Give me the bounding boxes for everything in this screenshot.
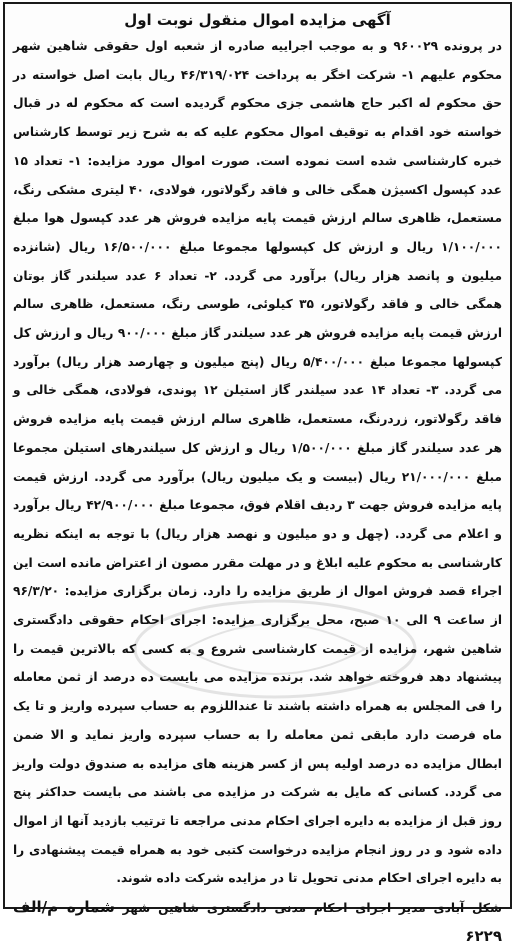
- notice-title: آگهی مزایده اموال منقول نوبت اول: [124, 11, 391, 29]
- notice-number: شماره م/الف ۶۲۲۹: [13, 898, 502, 946]
- notice-footer: [5, 893, 510, 951]
- notice-body: در پرونده ۹۶۰۰۲۹ و به موجب اجراییه صادره از شعبه اول حقوقی شاهین شهر محکوم علیهم ۱- شرکت اخگر به پرداخت ۴۶/۳۱۹/۰۲۴ ریال بابت اصل خواسته در حق محکوم له اکبر حاج هاشمی جزی محکوم گردیده است که محکوم له در قبال خواسته خود اقدام به توقیف اموال محکوم علیه که به شرح زیر توسط کارشناس خبره کارشناسی شده است نموده است. صورت اموال مورد مزایده: ۱- تعداد ۱۵ عدد کپسول اکسیژن همگی خالی و فاقد رگولاتور، فولادی، ۴۰ لیتری مشکی رنگ، مستعمل، ظاهری سالم ارزش قیمت پایه مزایده فروش هر عدد کپسول هوا مبلغ ۱/۱۰۰/۰۰۰ ریال و ارزش کل کپسولها مجموعا مبلغ ۱۶/۵۰۰/۰۰۰ ریال (شانزده میلیون و پانصد هزار ریال) برآورد می گردد. ۲- تعداد ۶ عدد سیلندر گاز بوتان همگی خالی و فاقد رگولاتور، ۳۵ کیلوئی، طوسی رنگ، مستعمل، ظاهری سالم ارزش قیمت پایه مزایده فروش هر عدد سیلندر گاز مبلغ ۹۰۰/۰۰۰ ریال و ارزش کل کپسولها مجموعا مبلغ ۵/۴۰۰/۰۰۰ ریال (پنج میلیون و چهارصد هزار ریال) برآورد می گردد. ۳- تعداد ۱۴ عدد سیلندر گاز استیلن ۱۲ پوندی، فولادی، همگی خالی و فاقد رگولاتور، زردرنگ، مستعمل، ظاهری سالم ارزش قیمت پایه مزایده فروش هر عدد سیلندر گاز مبلغ ۱/۵۰۰/۰۰۰ ریال و ارزش کل سیلندرهای استیلن مجموعا مبلغ ۲۱/۰۰۰/۰۰۰ ریال (بیست و یک میلیون ریال) برآورد می گردد. ارزش قیمت پایه مزایده فروش جهت ۳ ردیف اقلام فوق، مجموعا مبلغ ۴۲/۹۰۰/۰۰۰ ریال برآورد و اعلام می گردد. (چهل و دو میلیون و نهصد هزار ریال) با توجه به اینکه نظریه کارشناسی به محکوم علیه ابلاغ و در مهلت مقرر مصون از اعتراض مانده است این اجراء قصد فروش اموال از طریق مزایده را دارد. زمان برگزاری مزایده: ۹۶/۳/۲۰ از ساعت ۹ الی ۱۰ صبح، محل برگزاری مزایده: اجرای احکام حقوقی دادگستری شاهین شهر، مزایده از قیمت کارشناسی شروع و به کسی که بالاترین قیمت را پیشنهاد دهد فروخته خواهد شد. برنده مزایده می بایست ده درصد از ثمن معامله را فی المجلس به همراه داشته باشند تا عنداللزوم به حساب سپرده واریز و تا یک ماه فرصت دارد مابقی ثمن معامله را به حساب سپرده واریز نماید و الا ضمن ابطال مزایده ده درصد اولیه پس از کسر هزینه های مزایده به صندوق دولت واریز می گردد. کسانی که مایل به شرکت در مزایده می باشند می بایست حداکثر پنج روز قبل از مزایده به دایره اجرای احکام مدنی مراجعه تا ترتیب بازدید آنها از اموال داده شود و در روز انجام مزایده درخواست کتبی خود به همراه قیمت پیشنهادی را به دایره اجرای احکام مدنی تحویل تا در مزایده شرکت داده شوند.: [13, 39, 503, 886]
- auction-notice: [3, 2, 512, 946]
- notice-signature: شکل آبادی مدیر اجرای احکام مدنی دادگستری شاهین شهر: [122, 901, 502, 916]
